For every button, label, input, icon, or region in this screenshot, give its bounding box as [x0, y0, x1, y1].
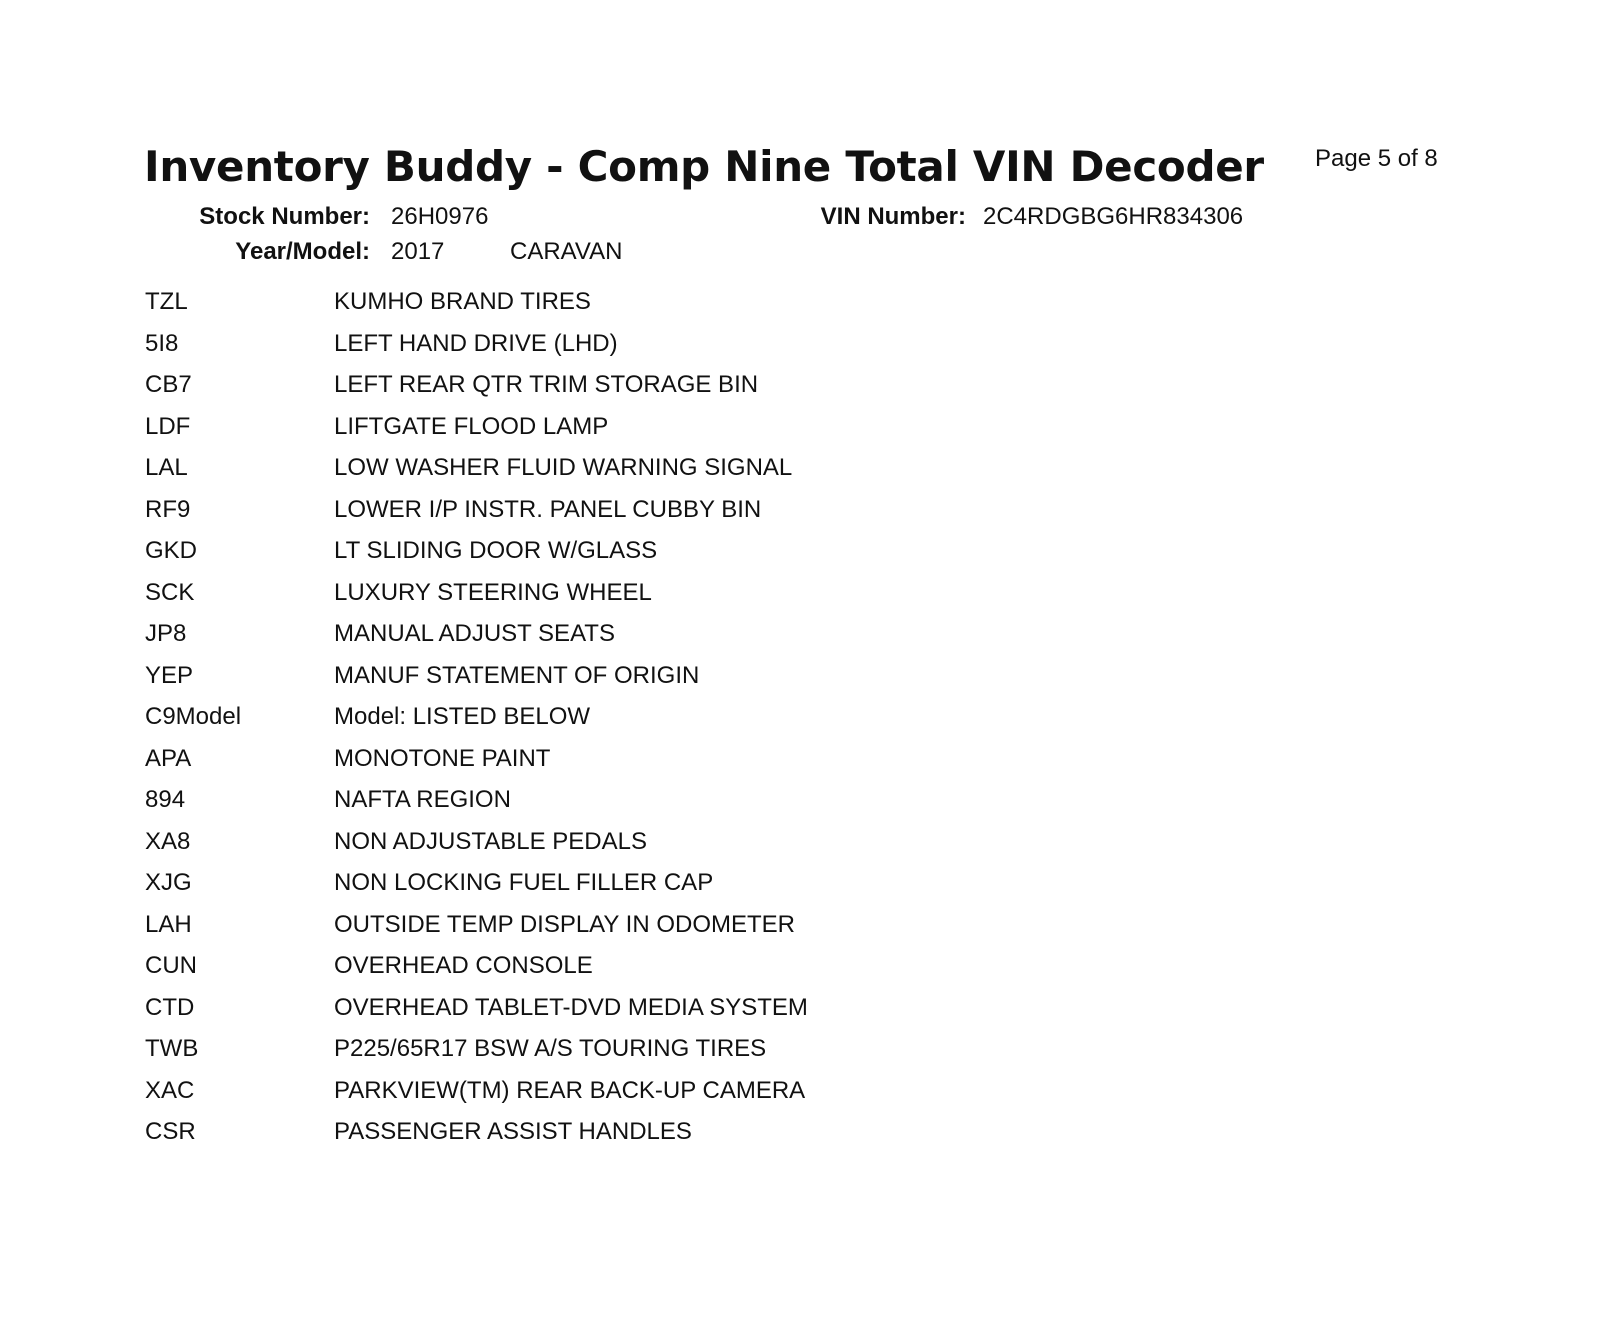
option-code: APA	[145, 744, 192, 772]
option-code: XAC	[145, 1076, 195, 1104]
option-code: LAL	[145, 454, 188, 481]
vin-number-label: VIN Number:	[820, 203, 966, 230]
option-code: LDF	[145, 412, 191, 440]
option-code: XJG	[145, 869, 192, 896]
option-description: Model: LISTED BELOW	[334, 703, 591, 730]
option-description: PASSENGER ASSIST HANDLES	[334, 1118, 692, 1145]
option-description: PARKVIEW(TM) REAR BACK-UP CAMERA	[334, 1076, 806, 1104]
stock-number-value: 26H0976	[391, 203, 489, 230]
option-description: P225/65R17 BSW A/S TOURING TIRES	[334, 1035, 767, 1062]
document-title: Inventory Buddy - Comp Nine Total VIN Decoder	[144, 142, 1264, 191]
option-description: MONOTONE PAINT	[334, 744, 551, 772]
option-description: LT SLIDING DOOR W/GLASS	[334, 537, 658, 564]
stock-number-label: Stock Number:	[199, 203, 370, 230]
option-code: TZL	[145, 288, 188, 315]
option-description: OVERHEAD CONSOLE	[334, 952, 593, 979]
year-value: 2017	[391, 238, 445, 265]
option-description: OUTSIDE TEMP DISPLAY IN ODOMETER	[334, 910, 795, 938]
option-description: LEFT REAR QTR TRIM STORAGE BIN	[334, 371, 759, 398]
option-code: JP8	[145, 620, 187, 647]
page-number: Page 5 of 8	[1315, 145, 1438, 172]
option-description: MANUAL ADJUST SEATS	[334, 620, 615, 647]
option-description: LOWER I/P INSTR. PANEL CUBBY BIN	[334, 495, 762, 523]
option-code: GKD	[145, 537, 198, 564]
option-description: LOW WASHER FLUID WARNING SIGNAL	[334, 454, 793, 481]
vin-number-value: 2C4RDGBG6HR834306	[983, 203, 1244, 230]
option-description: MANUF STATEMENT OF ORIGIN	[334, 661, 700, 689]
year-model-label: Year/Model:	[235, 238, 370, 265]
option-description: KUMHO BRAND TIRES	[334, 288, 591, 315]
option-code: TWB	[145, 1035, 199, 1062]
option-code: CTD	[145, 993, 195, 1021]
option-code: CB7	[145, 371, 192, 398]
option-description: OVERHEAD TABLET-DVD MEDIA SYSTEM	[334, 993, 808, 1021]
option-code: CSR	[145, 1118, 196, 1145]
option-code: XA8	[145, 827, 191, 855]
option-description: NON ADJUSTABLE PEDALS	[334, 827, 647, 855]
option-code: RF9	[145, 495, 191, 523]
option-code: YEP	[145, 661, 194, 689]
model-value: CARAVAN	[510, 238, 623, 265]
option-code: 5I8	[145, 329, 179, 357]
option-code: 894	[145, 786, 186, 813]
option-description: NON LOCKING FUEL FILLER CAP	[334, 869, 714, 896]
option-description: NAFTA REGION	[334, 786, 511, 813]
option-code: SCK	[145, 578, 195, 606]
option-code: LAH	[145, 910, 192, 938]
option-code: CUN	[145, 952, 197, 979]
option-code: C9Model	[145, 703, 242, 730]
option-description: LEFT HAND DRIVE (LHD)	[334, 329, 618, 357]
option-description: LUXURY STEERING WHEEL	[334, 578, 652, 606]
option-description: LIFTGATE FLOOD LAMP	[334, 412, 609, 440]
